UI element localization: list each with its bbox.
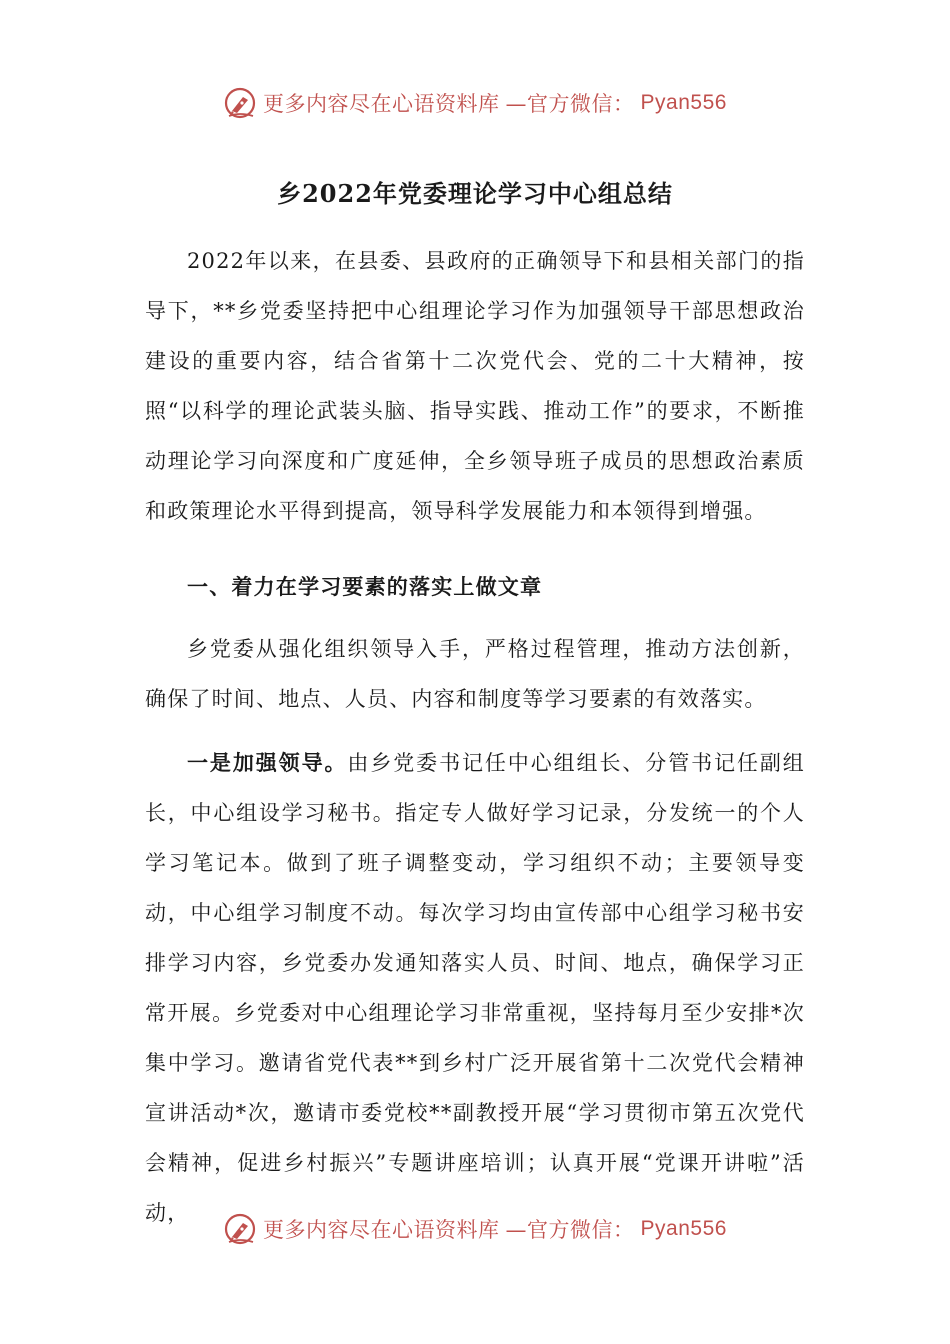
section-heading-1: 一、着力在学习要素的落实上做文章 <box>187 574 543 599</box>
point-1-text: 由乡党委书记任中心组组长、分管书记任副组长，中心组设学习秘书。指定专人做好学习记录，分发统一的个人学习笔记本。做到了班子调整变动，学习组织不动；主要领导变动，中心组学习制度不动。每次学习均由宣传部中心组学习秘书安排学习内容，乡党委办发通知落实人员、时间、地点，确保学习正常开展。乡党委对中心组理论学习非常重视，坚持每月至少安排*次集中学习。邀请省党代表**到乡村广泛开展省第十二次党代会精神宣讲活动*次，邀请市委党校**副教授开展“学习贯彻市第五次党代会精神，促进乡村振兴”专题讲座培训；认真开展“党课开讲啦”活动， <box>145 751 805 1225</box>
document-body <box>145 236 805 1238</box>
intro-paragraph: 2022年以来，在县委、县政府的正确领导下和县相关部门的指导下，**乡党委坚持把中心组理论学习作为加强领导干部思想政治建设的重要内容，结合省第十二次党代会、党的二十大精神，按照“以科学的理论武装头脑、指导实践、推动工作”的要求，不断推动理论学习向深度和广度延伸，全乡领导班子成员的思想政治素质和政策理论水平得到提高，领导科学发展能力和本领得到增强。 <box>145 249 805 523</box>
banner-separator: —官方微信： <box>505 1218 635 1242</box>
header-banner <box>0 86 950 120</box>
page-title: 乡2022年党委理论学习中心组总结 <box>277 179 673 208</box>
section-1-paragraph: 乡党委从强化组织领导入手，严格过程管理，推动方法创新，确保了时间、地点、人员、内容和制度等学习要素的有效落实。 <box>145 637 805 711</box>
point-1-paragraph <box>145 738 805 1238</box>
banner-wechat-id: Pyan556 <box>640 91 727 114</box>
footer-banner <box>0 1212 950 1246</box>
pen-nib-logo-icon <box>223 1212 257 1246</box>
banner-separator: —官方微信： <box>505 92 635 116</box>
banner-text: 更多内容尽在心语资料库 <box>263 92 500 116</box>
point-1-lead: 一是加强领导。 <box>187 750 348 775</box>
banner-wechat-id: Pyan556 <box>640 1217 727 1240</box>
banner-text: 更多内容尽在心语资料库 <box>263 1218 500 1242</box>
pen-nib-logo-icon <box>223 86 257 120</box>
